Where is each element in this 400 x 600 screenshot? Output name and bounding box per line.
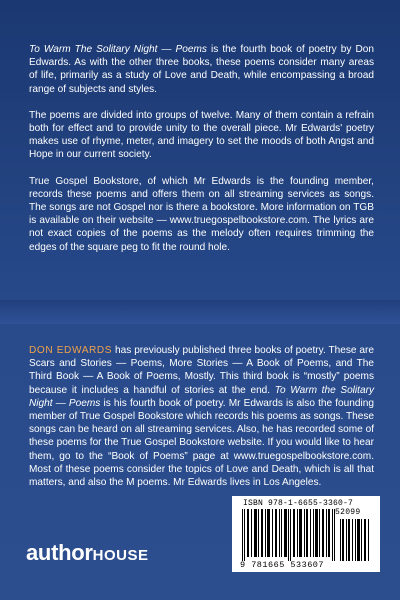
publisher-logo-part-2: HOUSE bbox=[92, 547, 149, 564]
book-title-italic: To Warm The Solitary Night — Poems bbox=[29, 44, 207, 55]
blurb-paragraph-1 bbox=[29, 43, 374, 96]
barcode-main-digits: 9 781665 533607 bbox=[240, 560, 325, 570]
isbn-label: ISBN 978-1-6655-3360-7 bbox=[243, 499, 354, 508]
book-blurb bbox=[29, 43, 374, 267]
author-bio bbox=[29, 344, 374, 489]
isbn-barcode bbox=[232, 496, 380, 572]
blurb-paragraph-2: The poems are divided into groups of twelve. Many of them contain a refrain both for effect and to provide unity to the overall piece. Mr Edwards' poetry makes use of rhyme, meter, and imagery to set the moods of both Angst and Hope in our current society. bbox=[29, 109, 374, 161]
barcode-addon-digits: 52099 bbox=[335, 508, 361, 517]
author-bio-text-1: has previously published three books of poetry. These are Scars and Stories — Poems, More Stories — A Book of Poems, and The Third Book — A Book of Poems, Mostly. This third book is “mostly” poems because it includes a handful of stories at the end. bbox=[29, 345, 374, 396]
blurb-paragraph-1-text: is the fourth book of poetry by Don Edwards. As with the other three books, these poems consider many areas of life, primarily as a study of Love and Death, while encompassing a broad range of subjects and styles. bbox=[29, 44, 374, 95]
publisher-logo-part-1: author bbox=[26, 540, 93, 565]
author-bio-book-title: To Warm the Solitary Night — Poems bbox=[29, 384, 374, 409]
author-name: DON EDWARDS bbox=[29, 345, 113, 356]
publisher-logo bbox=[26, 540, 148, 566]
divider-band bbox=[0, 300, 400, 324]
author-bio-text-2: is his fourth book of poetry. Mr Edwards is also the founding member of True Gospel Bookstore which records his poems as songs. These songs can be heard on all streaming services. Also, he has recorded some of these poems for the True Gospel Bookstore website. If you would like to hear them, go to the “Book of Poems” page at www.truegospelbookstore.com. Most of these poems consider the topics of Love and Death, which is all that matters, and also the M poems. Mr Edwards lives in Los Angeles. bbox=[29, 397, 374, 489]
blurb-paragraph-3: True Gospel Bookstore, of which Mr Edwards is the founding member, records these poems and offers them on all streaming services as songs. The songs are not Gospel nor is there a bookstore. More information on TGB is available on their website — www.truegospelbookstore.com. The lyrics are not exact copies of the poems as the melody often requires trimming the edges of the square peg to fit the round hole. bbox=[29, 175, 374, 253]
